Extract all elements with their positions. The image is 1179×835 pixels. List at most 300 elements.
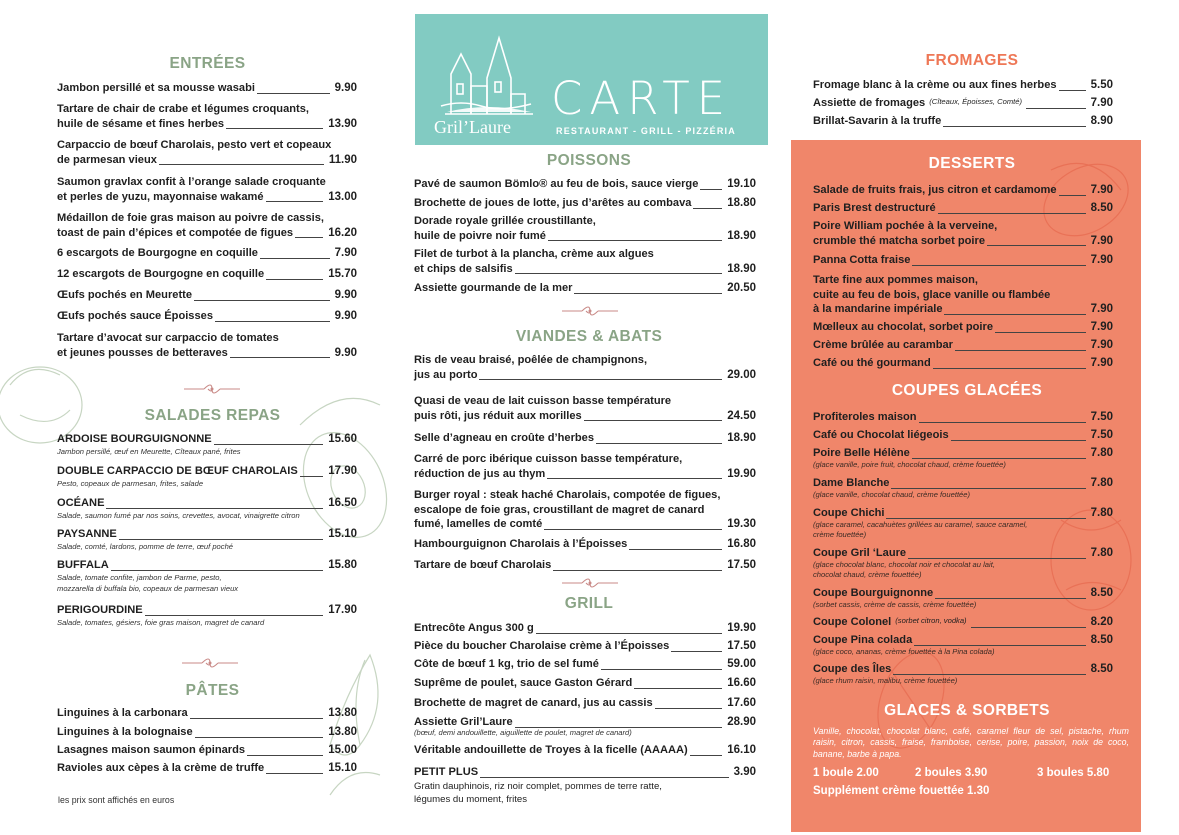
pates-item-price: 13.80 <box>328 707 357 719</box>
viande-item-price: 16.80 <box>727 538 756 550</box>
grill-title: GRILL <box>564 595 614 612</box>
viande-item <box>414 488 756 532</box>
leader-line <box>912 265 1085 266</box>
coupe-item-line: Coupe Chichi <box>813 507 885 519</box>
leader-line <box>951 440 1086 441</box>
leader-line <box>891 488 1085 489</box>
grill-item-price: 16.10 <box>727 744 756 756</box>
price-footnote: les prix sont affichés en euros <box>58 795 175 805</box>
pates-item-line: Ravioles aux cèpes à la crème de truffe <box>57 762 265 774</box>
viande-item-line: jus au porto <box>414 368 478 381</box>
pates-item-line: Lasagnes maison saumon épinards <box>57 744 246 756</box>
leader-line <box>266 773 323 774</box>
leader-line <box>944 314 1085 315</box>
entree-item-line: Médaillon de foie gras maison au poivre de cassis, <box>57 212 324 224</box>
dessert-item-line: Panna Cotta fraise <box>813 254 911 266</box>
dessert-item-line: à la mandarine impériale <box>813 303 943 315</box>
salade-item <box>57 603 357 618</box>
pates-item-price: 13.80 <box>328 726 357 738</box>
leader-line <box>195 737 324 738</box>
petit-plus-item-price: 3.90 <box>733 766 756 778</box>
leader-line <box>194 300 330 301</box>
leader-line <box>247 755 323 756</box>
grill-item-line: Véritable andouillette de Troyes à la ficelle (AAAAA) <box>414 744 688 756</box>
viande-item <box>414 537 756 552</box>
poisson-item-line: Filet de turbot à la plancha, crème aux algues <box>414 248 654 260</box>
coupe-item-line: Profiteroles maison <box>813 411 917 423</box>
entree-item <box>57 81 357 96</box>
leader-line <box>671 651 722 652</box>
grill-item-price: 16.60 <box>727 677 756 689</box>
leader-line <box>655 708 723 709</box>
glaces-two-scoops: 2 boules 3.90 <box>915 767 988 779</box>
coupe-item-line: Coupe Gril ‘Laure <box>813 547 907 559</box>
grill-item <box>414 676 756 691</box>
glaces-title: GLACES & SORBETS <box>884 702 1050 719</box>
leader-line <box>295 237 323 238</box>
coupe-item <box>813 410 1113 425</box>
salade-description: mozzarella di buffala bio, copeaux de parmesan vieux <box>57 584 239 593</box>
entree-item-line: et perles de yuzu, mayonnaise wakamé <box>57 190 264 203</box>
dessert-item-price: 7.90 <box>1090 357 1113 369</box>
fromage-item <box>813 96 1113 111</box>
leader-line <box>914 645 1085 646</box>
dessert-item-line: Poire William pochée à la verveine, <box>813 220 998 232</box>
fromage-note: (Cîteaux, Époisses, Comté) <box>929 97 1023 106</box>
entree-item <box>57 331 357 360</box>
entree-item-price: 9.90 <box>334 289 357 301</box>
coupe-item <box>813 546 1113 561</box>
grill-item-line: Entrecôte Angus 300 g <box>414 622 534 634</box>
leader-line <box>547 478 722 479</box>
pates-item-price: 15.00 <box>328 744 357 756</box>
poisson-item-line: Assiette gourmande de la mer <box>414 282 573 294</box>
leader-line <box>935 598 1085 599</box>
viande-item-line: Carré de porc ibérique cuisson basse température, <box>414 453 683 465</box>
grill-item <box>414 696 756 711</box>
leader-line <box>634 688 722 689</box>
leader-line <box>1059 90 1086 91</box>
poisson-item-price: 18.80 <box>727 197 756 209</box>
coupe-item-price: 7.50 <box>1090 411 1113 423</box>
dessert-item-line: Crème brûlée au carambar <box>813 339 953 351</box>
coupe-description: (glace chocolat blanc, chocolat noir et chocolat au lait, <box>813 560 995 569</box>
pates-item <box>57 706 357 721</box>
dessert-item-line: Mœlleux au chocolat, sorbet poire <box>813 321 993 333</box>
leader-line <box>480 777 729 778</box>
leader-line <box>515 273 723 274</box>
dessert-item-price: 7.90 <box>1090 303 1113 315</box>
salade-item <box>57 558 357 573</box>
entree-item-line: Carpaccio de bœuf Charolais, pesto vert et copeaux <box>57 139 332 151</box>
leader-line <box>1026 108 1086 109</box>
dessert-item-line: cuite au feu de bois, glace vanille ou flambée <box>813 288 1051 301</box>
leader-line <box>300 476 323 477</box>
salade-item <box>57 496 357 511</box>
coupe-description: (glace vanille, poire fruit, chocolat chaud, crème fouettée) <box>813 460 1006 469</box>
coupe-item-price: 7.80 <box>1090 547 1113 559</box>
entree-item <box>57 246 357 261</box>
glaces-supplement: Supplément crème fouettée 1.30 <box>813 785 990 797</box>
entree-item <box>57 138 357 167</box>
entree-item-line: Jambon persillé et sa mousse wasabi <box>57 82 255 94</box>
pates-title: PÂTES <box>185 682 240 699</box>
viande-item-price: 18.90 <box>727 432 756 444</box>
leader-line <box>260 258 330 259</box>
leader-line <box>230 357 330 358</box>
entree-item-line: 12 escargots de Bourgogne en coquille <box>57 268 265 280</box>
poisson-item-price: 19.10 <box>727 178 756 190</box>
viandes-title: VIANDES & ABATS <box>515 328 663 345</box>
dessert-item-price: 7.90 <box>1090 254 1113 266</box>
dessert-item <box>813 356 1113 371</box>
salade-item <box>57 527 357 542</box>
grill-item-line: Assiette Gril’Laure <box>414 716 513 728</box>
fromage-item-line: Assiette de fromages <box>813 97 926 109</box>
petit-plus-item-line: PETIT PLUS <box>414 766 479 778</box>
poisson-item <box>414 177 756 192</box>
grill-item-price: 59.00 <box>727 658 756 670</box>
coupe-item-price: 7.50 <box>1090 429 1113 441</box>
poisson-item <box>414 281 756 296</box>
leader-line <box>553 570 722 571</box>
entree-item-line: toast de pain d’épices et compotée de figues <box>57 226 294 239</box>
salade-item-price: 15.60 <box>328 433 357 445</box>
dessert-item <box>813 338 1113 353</box>
leader-line <box>215 321 330 322</box>
viande-item <box>414 558 756 573</box>
entree-item-line: huile de sésame et fines herbes <box>57 117 225 130</box>
coupe-item-price: 8.50 <box>1090 587 1113 599</box>
leader-line <box>601 669 722 670</box>
leader-line <box>933 368 1086 369</box>
dessert-item-price: 7.90 <box>1090 234 1113 247</box>
entree-item <box>57 102 357 131</box>
dessert-item-line: Tarte fine aux pommes maison, <box>813 274 979 286</box>
salade-item-price: 15.80 <box>328 559 357 571</box>
dessert-item-line: crumble thé matcha sorbet poire <box>813 234 985 247</box>
entree-item-price: 13.90 <box>328 117 357 130</box>
leader-line <box>106 508 323 509</box>
grill-description: (bœuf, demi andouillette, aiguillette de poulet, magret de canard) <box>414 728 632 737</box>
dessert-item-price: 8.50 <box>1090 202 1113 214</box>
leader-line <box>995 332 1086 333</box>
castle-logo-icon <box>437 34 537 116</box>
poisson-item <box>414 196 756 211</box>
leader-line <box>886 518 1085 519</box>
viande-item-line: Quasi de veau de lait cuisson basse température <box>414 395 672 407</box>
middle-column <box>398 0 780 835</box>
glaces-three-scoops: 3 boules 5.80 <box>1037 767 1110 779</box>
leader-line <box>893 674 1085 675</box>
entree-item-line: Tartare d’avocat sur carpaccio de tomates <box>57 332 279 344</box>
poisson-item-line: et chips de salsifis <box>414 262 513 275</box>
leader-line <box>971 627 1086 628</box>
salade-item <box>57 432 357 447</box>
entree-item <box>57 288 357 303</box>
viande-item-line: puis rôti, jus réduit aux morilles <box>414 409 582 422</box>
viande-item-line: fumé, lamelles de comté <box>414 518 543 530</box>
entree-item-price: 9.90 <box>334 82 357 94</box>
coupe-item-price: 7.80 <box>1090 447 1113 459</box>
grill-item <box>414 639 756 654</box>
pates-item <box>57 761 357 776</box>
coupe-item <box>813 428 1113 443</box>
coupe-item <box>813 615 1113 630</box>
coupe-description: (glace rhum raisin, malibu, crème fouettée) <box>813 676 958 685</box>
salade-item <box>57 464 357 479</box>
coupe-description: crème fouettée) <box>813 530 867 539</box>
viande-item <box>414 353 756 382</box>
grill-item <box>414 657 756 672</box>
fromage-item-line: Fromage blanc à la crème ou aux fines herbes <box>813 79 1057 91</box>
salade-item-line: BUFFALA <box>57 559 109 571</box>
salade-item-price: 17.90 <box>328 604 357 616</box>
ornament-flourish-icon <box>182 380 242 398</box>
entree-item-line: Œufs pochés en Meurette <box>57 289 192 301</box>
coupe-item <box>813 662 1113 677</box>
leader-line <box>574 293 722 294</box>
entree-item-line: 6 escargots de Bourgogne en coquille <box>57 247 258 259</box>
grill-item-line: Côte de bœuf 1 kg, trio de sel fumé <box>414 658 599 670</box>
coupe-description: (sorbet cassis, crème de cassis, crème fouettée) <box>813 600 977 609</box>
viande-item-line: escalope de foie gras, croustillant de magret de canard <box>414 503 705 516</box>
poisson-item <box>414 214 756 243</box>
viande-item-line: Tartare de bœuf Charolais <box>414 559 552 571</box>
salades-title: SALADES REPAS <box>144 407 281 424</box>
leader-line <box>629 549 722 550</box>
leader-line <box>536 633 722 634</box>
leader-line <box>596 443 722 444</box>
glaces-one-scoop: 1 boule 2.00 <box>813 767 879 779</box>
grill-item-line: Pièce du boucher Charolaise crème à l’Époisses <box>414 640 670 652</box>
glaces-description: Vanille, chocolat, chocolat blanc, café, caramel fleur de sel, pistache, rhum raisin, citron, cassis, fraise, framboise, cerise, poire, passion, noix de coco, banane, barbe à papa. <box>813 726 1129 759</box>
grill-item <box>414 621 756 636</box>
coupe-item-price: 8.20 <box>1090 616 1113 628</box>
coupe-item-price: 7.80 <box>1090 507 1113 519</box>
leader-line <box>690 755 723 756</box>
leader-line <box>159 164 324 165</box>
dessert-item-price: 7.90 <box>1090 339 1113 351</box>
entrees-title: ENTRÉES <box>169 55 246 72</box>
poisson-item <box>414 247 756 276</box>
entree-item-line: de parmesan vieux <box>57 153 157 166</box>
coupe-item-price: 8.50 <box>1090 634 1113 646</box>
fromage-item-price: 7.90 <box>1090 97 1113 109</box>
salade-item-line: DOUBLE CARPACCIO DE BŒUF CHAROLAIS <box>57 465 298 477</box>
grill-item <box>414 743 756 758</box>
ornament-flourish-icon <box>560 574 620 592</box>
left-column <box>0 0 395 835</box>
petit-plus-description: Gratin dauphinois, riz noir complet, pommes de terre ratte, <box>414 781 662 792</box>
coupe-item-line: Coupe Pina colada <box>813 634 913 646</box>
viande-item-price: 29.00 <box>727 368 756 381</box>
entree-item-price: 13.00 <box>328 190 357 203</box>
poisson-item-line: Pavé de saumon Bömlo® au feu de bois, sauce vierge <box>414 178 699 190</box>
viande-item-price: 17.50 <box>727 559 756 571</box>
pates-item <box>57 743 357 758</box>
banner-title: CARTE <box>551 72 733 125</box>
coupe-item <box>813 586 1113 601</box>
salade-description: Pesto, copeaux de parmesan, frites, salade <box>57 479 204 488</box>
coupe-item-line: Poire Belle Hélène <box>813 447 910 459</box>
entree-item-line: Tartare de chair de crabe et légumes croquants, <box>57 103 309 115</box>
salade-item-line: OCÉANE <box>57 497 105 509</box>
right-column <box>785 0 1179 835</box>
pates-item-price: 15.10 <box>328 762 357 774</box>
entree-item-line: Saumon gravlax confit à l’orange salade croquante <box>57 176 326 188</box>
leader-line <box>266 201 324 202</box>
entree-item-price: 9.90 <box>334 346 357 359</box>
fromage-item-price: 5.50 <box>1090 79 1113 91</box>
poisson-item-line: Dorade royale grillée croustillante, <box>414 215 596 227</box>
viande-item <box>414 452 756 481</box>
leader-line <box>190 718 324 719</box>
leader-line <box>257 93 330 94</box>
dessert-item <box>813 253 1113 268</box>
salade-item-line: ARDOISE BOURGUIGNONNE <box>57 433 212 445</box>
salade-item-price: 15.10 <box>328 528 357 540</box>
leader-line <box>145 615 324 616</box>
poisson-item-line: huile de poivre noir fumé <box>414 229 546 242</box>
viande-item-line: Selle d’agneau en croûte d’herbes <box>414 432 595 444</box>
leader-line <box>119 539 323 540</box>
leader-line <box>266 279 323 280</box>
ornament-flourish-icon <box>560 302 620 320</box>
viande-item-line: Hambourguignon Charolais à l’Époisses <box>414 538 628 550</box>
coupe-item <box>813 506 1113 521</box>
coupe-item <box>813 476 1113 491</box>
entree-item-price: 7.90 <box>334 247 357 259</box>
coupe-item <box>813 446 1113 461</box>
leader-line <box>938 213 1086 214</box>
fromage-item-price: 8.90 <box>1090 115 1113 127</box>
grill-item-price: 19.90 <box>727 622 756 634</box>
leader-line <box>214 444 324 445</box>
pates-item <box>57 725 357 740</box>
grill-item-line: Brochette de magret de canard, jus au cassis <box>414 697 653 709</box>
salade-description: Salade, saumon fumé par nos soins, crevettes, avocat, vinaigrette citron <box>57 511 300 520</box>
leader-line <box>584 420 723 421</box>
viande-item-line: Burger royal : steak haché Charolais, compotée de figues, <box>414 489 721 501</box>
grill-item-price: 17.60 <box>727 697 756 709</box>
poisson-item-price: 18.90 <box>727 262 756 275</box>
viande-item <box>414 394 756 423</box>
fromage-item <box>813 114 1113 129</box>
coupe-description: (glace caramel, cacahuètes grillées au caramel, sauce caramel, <box>813 520 1028 529</box>
coupe-item-price: 8.50 <box>1090 663 1113 675</box>
dessert-item <box>813 219 1113 248</box>
petit-plus-item <box>414 765 756 780</box>
desserts-title: DESSERTS <box>928 155 1016 172</box>
fromages-title: FROMAGES <box>925 52 1019 69</box>
coupe-item <box>813 633 1113 648</box>
dessert-item-line: Salade de fruits frais, jus citron et cardamome <box>813 184 1057 196</box>
viande-item-price: 19.90 <box>727 467 756 480</box>
dessert-item <box>813 273 1113 317</box>
coupes-title: COUPES GLACÉES <box>891 382 1043 399</box>
salade-item-line: PERIGOURDINE <box>57 604 143 616</box>
entree-item <box>57 309 357 324</box>
coupe-item-line: Café ou Chocolat liégeois <box>813 429 949 441</box>
entree-item <box>57 267 357 282</box>
salade-item-price: 17.90 <box>328 465 357 477</box>
leader-line <box>226 128 323 129</box>
header-banner <box>415 14 768 145</box>
leader-line <box>919 422 1086 423</box>
entree-item-price: 11.90 <box>328 153 357 166</box>
entree-item-line: et jeunes pousses de betteraves <box>57 346 228 359</box>
banner-tagline: RESTAURANT - GRILL - PIZZÉRIA <box>556 126 736 136</box>
dessert-item-line: Paris Brest destructuré <box>813 202 936 214</box>
salade-item-line: PAYSANNE <box>57 528 117 540</box>
coupe-item-line: Coupe Bourguignonne <box>813 587 934 599</box>
leader-line <box>912 458 1086 459</box>
salade-description: Salade, comté, lardons, pomme de terre, œuf poché <box>57 542 234 551</box>
logo-name: Gril’Laure <box>434 117 511 137</box>
fromage-item-line: Brillat-Savarin à la truffe <box>813 115 942 127</box>
coupe-note: (sorbet citron, vodka) <box>895 616 967 625</box>
pates-item-line: Linguines à la carbonara <box>57 707 188 719</box>
coupe-item-line: Coupe Colonel <box>813 616 892 628</box>
dessert-item <box>813 320 1113 335</box>
salade-description: Salade, tomate confite, jambon de Parme, pesto, <box>57 573 222 582</box>
grill-item-price: 17.50 <box>727 640 756 652</box>
poisson-item-price: 18.90 <box>727 229 756 242</box>
coupe-item-price: 7.80 <box>1090 477 1113 489</box>
salade-description: Salade, tomates, gésiers, foie gras maison, magret de canard <box>57 618 265 627</box>
leader-line <box>548 240 722 241</box>
poisson-item-line: Brochette de joues de lotte, jus d’arêtes au combava <box>414 197 692 209</box>
coupe-description: (glace coco, ananas, crème fouettée à la Pina colada) <box>813 647 995 656</box>
dessert-item <box>813 183 1113 198</box>
poisson-item-price: 20.50 <box>727 282 756 294</box>
leader-line <box>544 529 722 530</box>
dessert-item <box>813 201 1113 216</box>
dessert-item-price: 7.90 <box>1090 184 1113 196</box>
entree-item <box>57 211 357 240</box>
leader-line <box>987 245 1086 246</box>
viande-item-price: 19.30 <box>727 518 756 530</box>
entree-item-price: 15.70 <box>328 268 357 280</box>
salade-item-price: 16.50 <box>328 497 357 509</box>
entree-item-price: 9.90 <box>334 310 357 322</box>
entree-item-line: Œufs pochés sauce Époisses <box>57 310 213 322</box>
petit-plus-description: légumes du moment, frites <box>414 794 528 805</box>
leader-line <box>1059 195 1086 196</box>
entree-item-price: 16.20 <box>328 226 357 239</box>
fromage-item <box>813 78 1113 93</box>
pates-item-line: Linguines à la bolognaise <box>57 726 193 738</box>
poissons-title: POISSONS <box>546 152 632 169</box>
viande-item-line: réduction de jus au thym <box>414 467 546 480</box>
ornament-flourish-icon <box>180 654 240 672</box>
leader-line <box>908 558 1086 559</box>
leader-line <box>955 350 1086 351</box>
dessert-item-line: Café ou thé gourmand <box>813 357 931 369</box>
viande-item <box>414 431 756 446</box>
dessert-item-price: 7.90 <box>1090 321 1113 333</box>
coupe-item-line: Dame Blanche <box>813 477 890 489</box>
leader-line <box>693 208 722 209</box>
salade-description: Jambon persillé, œuf en Meurette, Cîteaux pané, frites <box>57 447 241 456</box>
grill-item-line: Suprême de poulet, sauce Gaston Gérard <box>414 677 633 689</box>
coupe-description: chocolat chaud, crème fouettée) <box>813 570 922 579</box>
coupe-description: (glace vanille, chocolat chaud, crème fouettée) <box>813 490 971 499</box>
coupe-item-line: Coupe des Îles <box>813 663 892 675</box>
viande-item-line: Ris de veau braisé, poêlée de champignons, <box>414 354 648 366</box>
leader-line <box>479 379 722 380</box>
